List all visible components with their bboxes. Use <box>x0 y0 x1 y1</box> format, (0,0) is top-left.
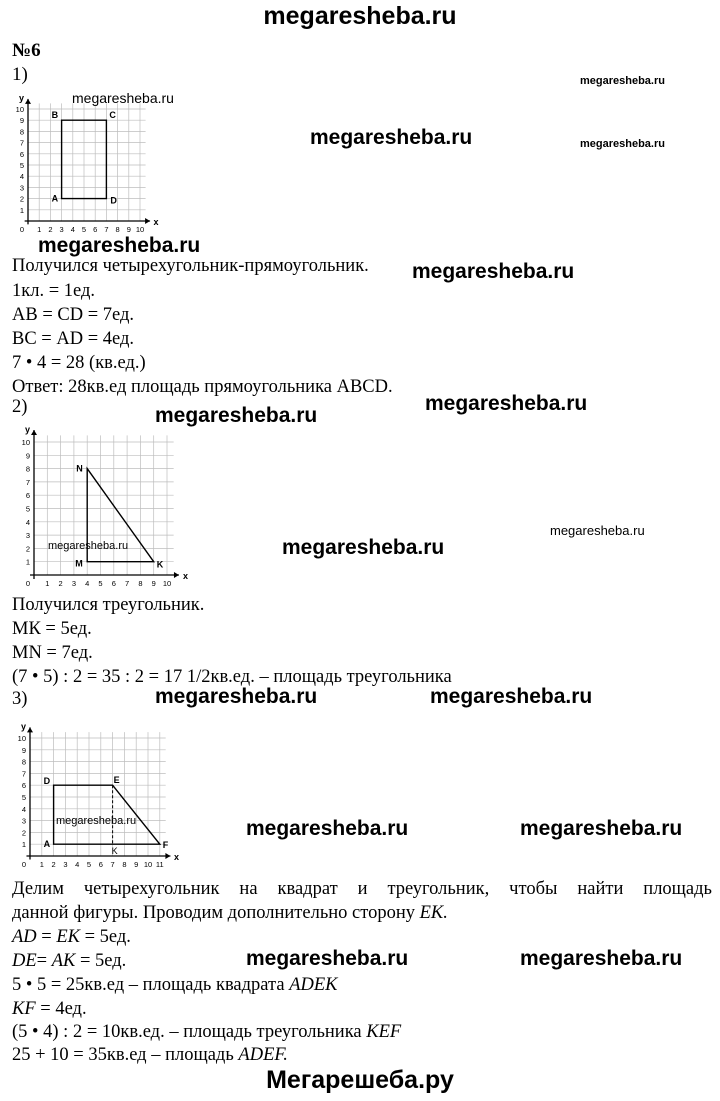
y-tick-label: 8 <box>21 757 26 767</box>
y-tick-label: 2 <box>21 828 26 838</box>
text-line: KF = 4ед. <box>12 999 87 1019</box>
point-label: C <box>109 110 116 121</box>
x-tick-label: 3 <box>71 579 76 588</box>
watermark: megaresheba.ru <box>310 126 473 149</box>
y-tick-label: 7 <box>21 769 26 779</box>
y-tick-label: 4 <box>21 804 26 814</box>
x-tick-label: 6 <box>98 860 103 869</box>
x-tick-label: 5 <box>81 225 87 234</box>
x-tick-label: 6 <box>93 225 98 234</box>
y-tick-label: 1 <box>25 557 30 567</box>
point-label: F <box>162 840 169 851</box>
x-tick-label: 4 <box>75 860 80 869</box>
watermark: megaresheba.ru <box>56 815 137 827</box>
point-label: A <box>43 839 51 850</box>
y-tick-label: 5 <box>25 504 30 514</box>
y-tick-label: 8 <box>19 127 24 137</box>
x-tick-label: 9 <box>126 225 131 234</box>
watermark: megaresheba.ru <box>412 260 575 283</box>
y-tick-label: 7 <box>19 138 24 148</box>
y-axis-arrow <box>25 99 31 104</box>
y-tick-label: 9 <box>19 116 24 126</box>
y-tick-label: 2 <box>19 194 24 204</box>
y-tick-label: 1 <box>21 840 26 850</box>
x-axis-label: x <box>182 571 188 581</box>
origin-label: 0 <box>19 225 24 234</box>
x-tick-label: 3 <box>63 860 68 869</box>
watermark: megaresheba.ru <box>520 947 683 970</box>
graph-1 <box>8 86 168 234</box>
x-tick-label: 1 <box>39 860 44 869</box>
graph-2-grid <box>22 425 188 588</box>
x-tick-label: 3 <box>59 225 64 234</box>
text-line: 5 • 5 = 25кв.ед – площадь квадрата ADEK <box>12 975 338 995</box>
y-axis-label: y <box>25 424 31 435</box>
point-label: K <box>156 559 164 570</box>
y-axis-arrow <box>31 430 37 435</box>
watermark: megaresheba.ru <box>425 392 588 415</box>
watermark: megaresheba.ru <box>580 75 665 87</box>
x-axis-label: x <box>173 852 179 862</box>
x-tick-label: 1 <box>45 579 50 588</box>
text-line: (7 • 5) : 2 = 35 : 2 = 17 1/2кв.ед. – площадь треугольника <box>12 667 452 687</box>
x-axis-arrow <box>165 853 170 859</box>
origin-label: 0 <box>21 860 26 869</box>
y-tick-label: 4 <box>19 172 24 182</box>
y-tick-label: 10 <box>17 734 26 743</box>
text-paragraph: Делим четырехугольник на квадрат и треугольник, чтобы найти площадь <box>12 879 712 899</box>
watermark: megaresheba.ru <box>155 404 318 427</box>
watermark: megaresheba.ru <box>430 685 593 708</box>
y-tick-label: 6 <box>19 149 24 159</box>
x-tick-label: 2 <box>58 579 63 588</box>
x-tick-label: 7 <box>125 579 130 588</box>
x-tick-label: 2 <box>48 225 53 234</box>
text-line: AD = ЕК = 5ед. <box>12 927 131 947</box>
watermark: megaresheba.ru <box>580 138 665 150</box>
text-line: Получился треугольник. <box>12 595 205 615</box>
y-tick-label: 3 <box>25 531 30 541</box>
x-tick-label: 5 <box>98 579 103 588</box>
text-line: MN = 7ед. <box>12 643 93 663</box>
point-label: E <box>113 775 120 786</box>
text-line: данной фигуры. Проводим дополнительно сторону ЕК. <box>12 903 448 923</box>
point-label: M <box>75 558 83 569</box>
graph-2 <box>8 418 193 590</box>
text-line: 7 • 4 = 28 (кв.ед.) <box>12 353 146 373</box>
point-label: N <box>76 463 83 474</box>
x-tick-label: 7 <box>104 225 109 234</box>
x-tick-label: 10 <box>135 225 145 234</box>
x-tick-label: 4 <box>85 579 90 588</box>
y-axis-label: y <box>21 721 27 732</box>
y-tick-label: 10 <box>21 438 30 447</box>
x-tick-label: 9 <box>134 860 139 869</box>
text-line: DE= АК = 5ед. <box>12 951 127 971</box>
problem-number: №6 <box>12 40 41 61</box>
text-line: 25 + 10 = 35кв.ед – площадь ADEF. <box>12 1045 288 1065</box>
x-tick-label: 10 <box>143 860 153 869</box>
point-label: D <box>110 195 117 206</box>
y-tick-label: 2 <box>25 544 30 554</box>
part2-label: 2) <box>12 397 28 417</box>
text-line: МК = 5ед. <box>12 619 92 639</box>
x-axis-label: x <box>153 217 159 227</box>
y-tick-label: 6 <box>21 781 26 791</box>
answer-line: Ответ: 28кв.ед площадь прямоугольника ABCD. <box>12 377 393 397</box>
y-tick-label: 3 <box>21 816 26 826</box>
y-tick-label: 5 <box>19 161 24 170</box>
y-axis-arrow <box>27 727 33 732</box>
y-tick-label: 8 <box>25 464 30 474</box>
x-tick-label: 9 <box>151 579 156 588</box>
point-label: A <box>51 193 59 204</box>
part1-label: 1) <box>12 64 28 85</box>
watermark: megaresheba.ru <box>246 817 409 840</box>
x-tick-label: 1 <box>37 225 42 234</box>
graph-1-grid <box>16 93 159 234</box>
text-line: Получился четырехугольник-прямоугольник. <box>12 256 369 276</box>
site-footer[interactable]: Мегарешеба.ру <box>266 1066 454 1094</box>
text-line: (5 • 4) : 2 = 10кв.ед. – площадь треугольника KEF <box>12 1022 402 1042</box>
watermark: megaresheba.ru <box>155 685 318 708</box>
x-axis-arrow <box>174 572 179 578</box>
x-axis-arrow <box>145 218 150 224</box>
point-label: B <box>51 110 59 121</box>
x-tick-label: 11 <box>155 860 164 869</box>
x-tick-label: 10 <box>162 579 172 588</box>
y-tick-label: 5 <box>21 793 26 802</box>
x-tick-label: 4 <box>70 225 75 234</box>
site-header[interactable]: megaresheba.ru <box>263 2 457 30</box>
graph-3 <box>8 710 192 872</box>
x-tick-label: 8 <box>138 579 143 588</box>
watermark: megaresheba.ru <box>550 523 645 538</box>
watermark: megaresheba.ru <box>48 540 129 552</box>
watermark: megaresheba.ru <box>282 536 445 559</box>
y-tick-label: 1 <box>19 205 24 215</box>
y-tick-label: 6 <box>25 491 30 501</box>
y-tick-label: 7 <box>25 477 30 487</box>
x-tick-label: 8 <box>122 860 127 869</box>
text-line: ВС = AD = 4ед. <box>12 329 135 349</box>
x-tick-label: 7 <box>110 860 115 869</box>
x-tick-label: 5 <box>86 860 92 869</box>
point-label: D <box>43 776 51 787</box>
point-label: K <box>111 846 118 857</box>
part3-label: 3) <box>12 689 28 709</box>
watermark: megaresheba.ru <box>520 817 683 840</box>
x-tick-label: 6 <box>111 579 116 588</box>
x-tick-label: 8 <box>115 225 120 234</box>
origin-label: 0 <box>25 579 30 588</box>
y-tick-label: 9 <box>21 745 26 755</box>
y-axis-label: y <box>19 93 25 104</box>
y-tick-label: 10 <box>15 105 24 114</box>
watermark: megaresheba.ru <box>38 234 201 257</box>
watermark: megaresheba.ru <box>72 90 174 106</box>
y-tick-label: 9 <box>25 451 30 461</box>
y-tick-label: 3 <box>19 183 24 193</box>
y-tick-label: 4 <box>25 517 30 527</box>
x-tick-label: 2 <box>51 860 56 869</box>
text-line: 1кл. = 1ед. <box>12 281 96 301</box>
graph-3-grid <box>18 722 179 869</box>
watermark: megaresheba.ru <box>246 947 409 970</box>
text-line: АВ = CD = 7ед. <box>12 305 135 325</box>
